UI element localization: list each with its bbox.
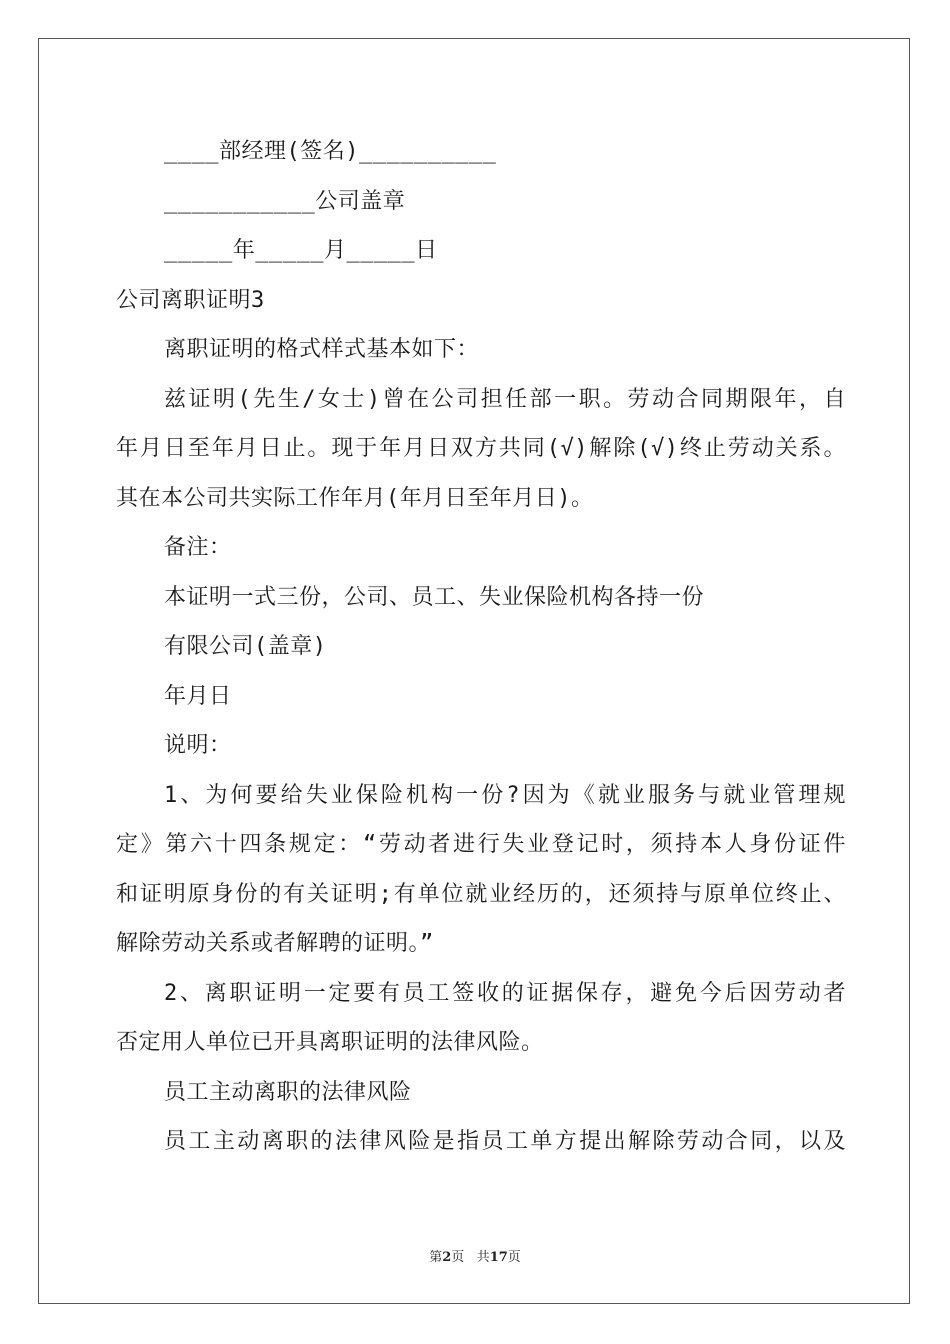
paragraph-line: 年月日至年月日止。现于年月日双方共同(√)解除(√)终止劳动关系。 bbox=[116, 436, 846, 461]
paragraph-line: 本证明一式三份，公司、员工、失业保险机构各持一份 bbox=[164, 584, 705, 610]
section-title: 公司离职证明3 bbox=[116, 287, 265, 313]
paragraph-line: 否定用人单位已开具离职证明的法律风险。 bbox=[116, 1030, 544, 1055]
date-line: _____年_____月_____日 bbox=[164, 238, 438, 263]
paragraph-line: 员工主动离职的法律风险是指员工单方提出解除劳动合同，以及 bbox=[164, 1129, 846, 1154]
manager-signature-line: ____部经理(签名)__________ bbox=[164, 139, 497, 164]
date-text: 年月日 bbox=[164, 683, 232, 709]
page-prefix: 第 bbox=[429, 1250, 443, 1265]
page-footer bbox=[0, 1246, 950, 1265]
paragraph-line: 和证明原身份的有关证明;有单位就业经历的，还须持与原单位终止、 bbox=[116, 881, 846, 907]
paragraph-line: 其在本公司共实际工作年月(年月日至年月日)。 bbox=[116, 485, 594, 511]
remarks-label: 备注： bbox=[164, 535, 232, 560]
total-pages: 17 bbox=[489, 1250, 508, 1265]
page-number: 2 bbox=[442, 1250, 452, 1265]
document-body bbox=[116, 127, 846, 1167]
paragraph-line: 离职证明的格式样式基本如下： bbox=[164, 337, 480, 362]
subheading: 员工主动离职的法律风险 bbox=[164, 1079, 412, 1105]
paragraph-line: 2、离职证明一定要有员工签收的证据保存，避免今后因劳动者 bbox=[164, 980, 846, 1006]
total-suffix: 页 bbox=[507, 1250, 521, 1265]
paragraph-line: 解除劳动关系或者解聘的证明。” bbox=[116, 931, 434, 956]
explanation-label: 说明： bbox=[164, 733, 232, 758]
company-seal-text: 有限公司(盖章) bbox=[164, 634, 327, 659]
total-prefix: 共 bbox=[476, 1250, 490, 1265]
paragraph-line: 1、为何要给失业保险机构一份?因为《就业服务与就业管理规 bbox=[164, 782, 846, 808]
paragraph-line: 兹证明(先生/女士)曾在公司担任部一职。劳动合同期限年，自 bbox=[164, 386, 846, 412]
page-suffix: 页 bbox=[451, 1250, 465, 1265]
company-seal-line: ___________公司盖章 bbox=[164, 188, 406, 214]
paragraph-line: 定》第六十四条规定：“劳动者进行失业登记时，须持本人身份证件 bbox=[116, 832, 846, 857]
